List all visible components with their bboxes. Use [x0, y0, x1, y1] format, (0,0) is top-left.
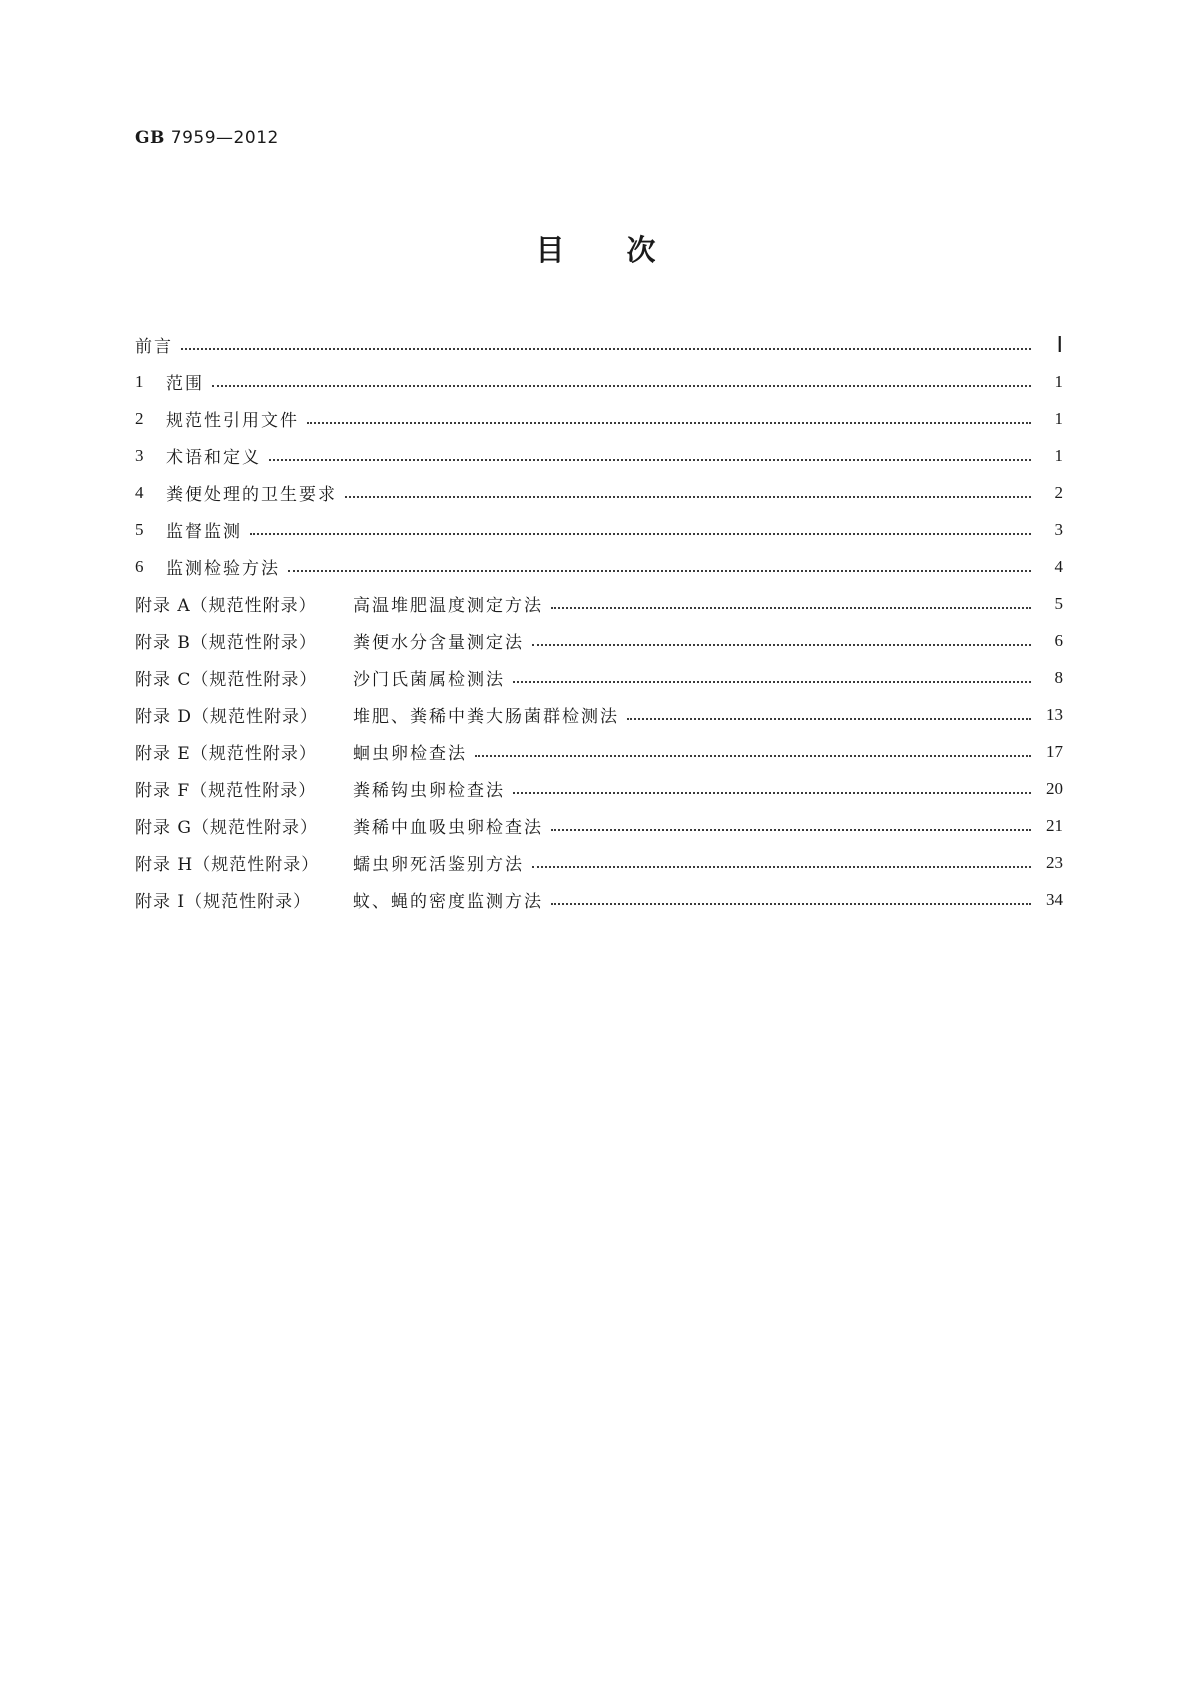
- toc-entry-label: 规范性引用文件: [166, 411, 299, 431]
- dot-leader: [475, 754, 1031, 757]
- toc-entry-4[interactable]: [135, 474, 1063, 511]
- appendix-label: 附录 A（规范性附录）: [135, 596, 317, 616]
- toc-page-number: 6: [1054, 630, 1063, 650]
- toc-entry-3[interactable]: [135, 437, 1063, 474]
- dot-leader: [513, 791, 1031, 794]
- toc-appendix-b[interactable]: [135, 622, 1063, 659]
- toc-page-number: 1: [1054, 371, 1063, 391]
- toc-entry-label: 监督监测: [166, 522, 242, 542]
- standard-code: [135, 128, 279, 148]
- appendix-title: 高温堆肥温度测定方法: [353, 596, 543, 616]
- appendix-title: 粪稀中血吸虫卵检查法: [353, 818, 543, 838]
- toc-appendix-d[interactable]: [135, 696, 1063, 733]
- toc-page-number: 4: [1054, 556, 1063, 576]
- dot-leader: [513, 680, 1031, 683]
- appendix-label: 附录 G（规范性附录）: [135, 818, 318, 838]
- dot-leader: [532, 865, 1031, 868]
- appendix-title: 蠕虫卵死活鉴别方法: [353, 855, 524, 875]
- toc-entry-label: 监测检验方法: [166, 559, 280, 579]
- appendix-label: 附录 I（规范性附录）: [135, 892, 312, 912]
- dot-leader: [288, 569, 1031, 572]
- toc-page-number: 2: [1054, 482, 1063, 502]
- toc-appendix-g[interactable]: [135, 807, 1063, 844]
- toc-page-number: 21: [1046, 815, 1063, 835]
- toc-appendix-a[interactable]: [135, 585, 1063, 622]
- toc-page-number: 17: [1046, 741, 1063, 761]
- toc-page-number: Ⅰ: [1056, 331, 1063, 357]
- dot-leader: [551, 828, 1031, 831]
- toc-entry-number: 4: [135, 482, 144, 502]
- dot-leader: [250, 532, 1031, 535]
- toc-page-number: 5: [1054, 593, 1063, 613]
- standard-prefix: GB: [135, 128, 165, 148]
- appendix-title: 蚊、蝇的密度监测方法: [353, 892, 543, 912]
- toc-entry-number: 2: [135, 408, 144, 428]
- appendix-title: 粪稀钩虫卵检查法: [353, 781, 505, 801]
- toc-entry-label: 范围: [166, 374, 204, 394]
- appendix-label: 附录 E（规范性附录）: [135, 744, 317, 764]
- toc-entry-label: 粪便处理的卫生要求: [166, 485, 337, 505]
- dot-leader: [307, 421, 1031, 424]
- toc-page-number: 1: [1054, 408, 1063, 428]
- toc-page-number: 1: [1054, 445, 1063, 465]
- toc-entry-number: 3: [135, 445, 144, 465]
- dot-leader: [345, 495, 1031, 498]
- appendix-label: 附录 F（规范性附录）: [135, 781, 317, 801]
- toc-entry-foreword[interactable]: [135, 326, 1063, 363]
- dot-leader: [627, 717, 1031, 720]
- toc-entry-number: 6: [135, 556, 144, 576]
- appendix-title: 堆肥、粪稀中粪大肠菌群检测法: [353, 707, 619, 727]
- dot-leader: [551, 606, 1031, 609]
- toc-entry-label: 前言: [135, 337, 173, 357]
- appendix-label: 附录 C（规范性附录）: [135, 670, 318, 690]
- toc-page-number: 20: [1046, 778, 1063, 798]
- appendix-title: 沙门氏菌属检测法: [353, 670, 505, 690]
- toc-entry-number: 5: [135, 519, 144, 539]
- appendix-title: 蛔虫卵检查法: [353, 744, 467, 764]
- toc-appendix-f[interactable]: [135, 770, 1063, 807]
- toc-appendix-i[interactable]: [135, 881, 1063, 918]
- appendix-label: 附录 H（规范性附录）: [135, 855, 320, 875]
- toc-page-number: 3: [1054, 519, 1063, 539]
- toc-entry-6[interactable]: [135, 548, 1063, 585]
- toc-page-number: 23: [1046, 852, 1063, 872]
- dot-leader: [551, 902, 1031, 905]
- toc-page-number: 34: [1046, 889, 1063, 909]
- table-of-contents: [135, 326, 1063, 918]
- toc-appendix-e[interactable]: [135, 733, 1063, 770]
- appendix-label: 附录 B（规范性附录）: [135, 633, 317, 653]
- toc-page-number: 8: [1054, 667, 1063, 687]
- dot-leader: [532, 643, 1031, 646]
- standard-number: 7959—2012: [170, 128, 279, 148]
- appendix-label: 附录 D（规范性附录）: [135, 707, 319, 727]
- toc-entry-number: 1: [135, 371, 144, 391]
- toc-appendix-h[interactable]: [135, 844, 1063, 881]
- toc-entry-label: 术语和定义: [166, 448, 261, 468]
- dot-leader: [269, 458, 1031, 461]
- toc-entry-5[interactable]: [135, 511, 1063, 548]
- toc-page-number: 13: [1046, 704, 1063, 724]
- dot-leader: [181, 347, 1031, 350]
- toc-entry-2[interactable]: [135, 400, 1063, 437]
- toc-entry-1[interactable]: [135, 363, 1063, 400]
- dot-leader: [212, 384, 1031, 387]
- toc-title: 目次: [535, 233, 718, 267]
- toc-appendix-c[interactable]: [135, 659, 1063, 696]
- appendix-title: 粪便水分含量测定法: [353, 633, 524, 653]
